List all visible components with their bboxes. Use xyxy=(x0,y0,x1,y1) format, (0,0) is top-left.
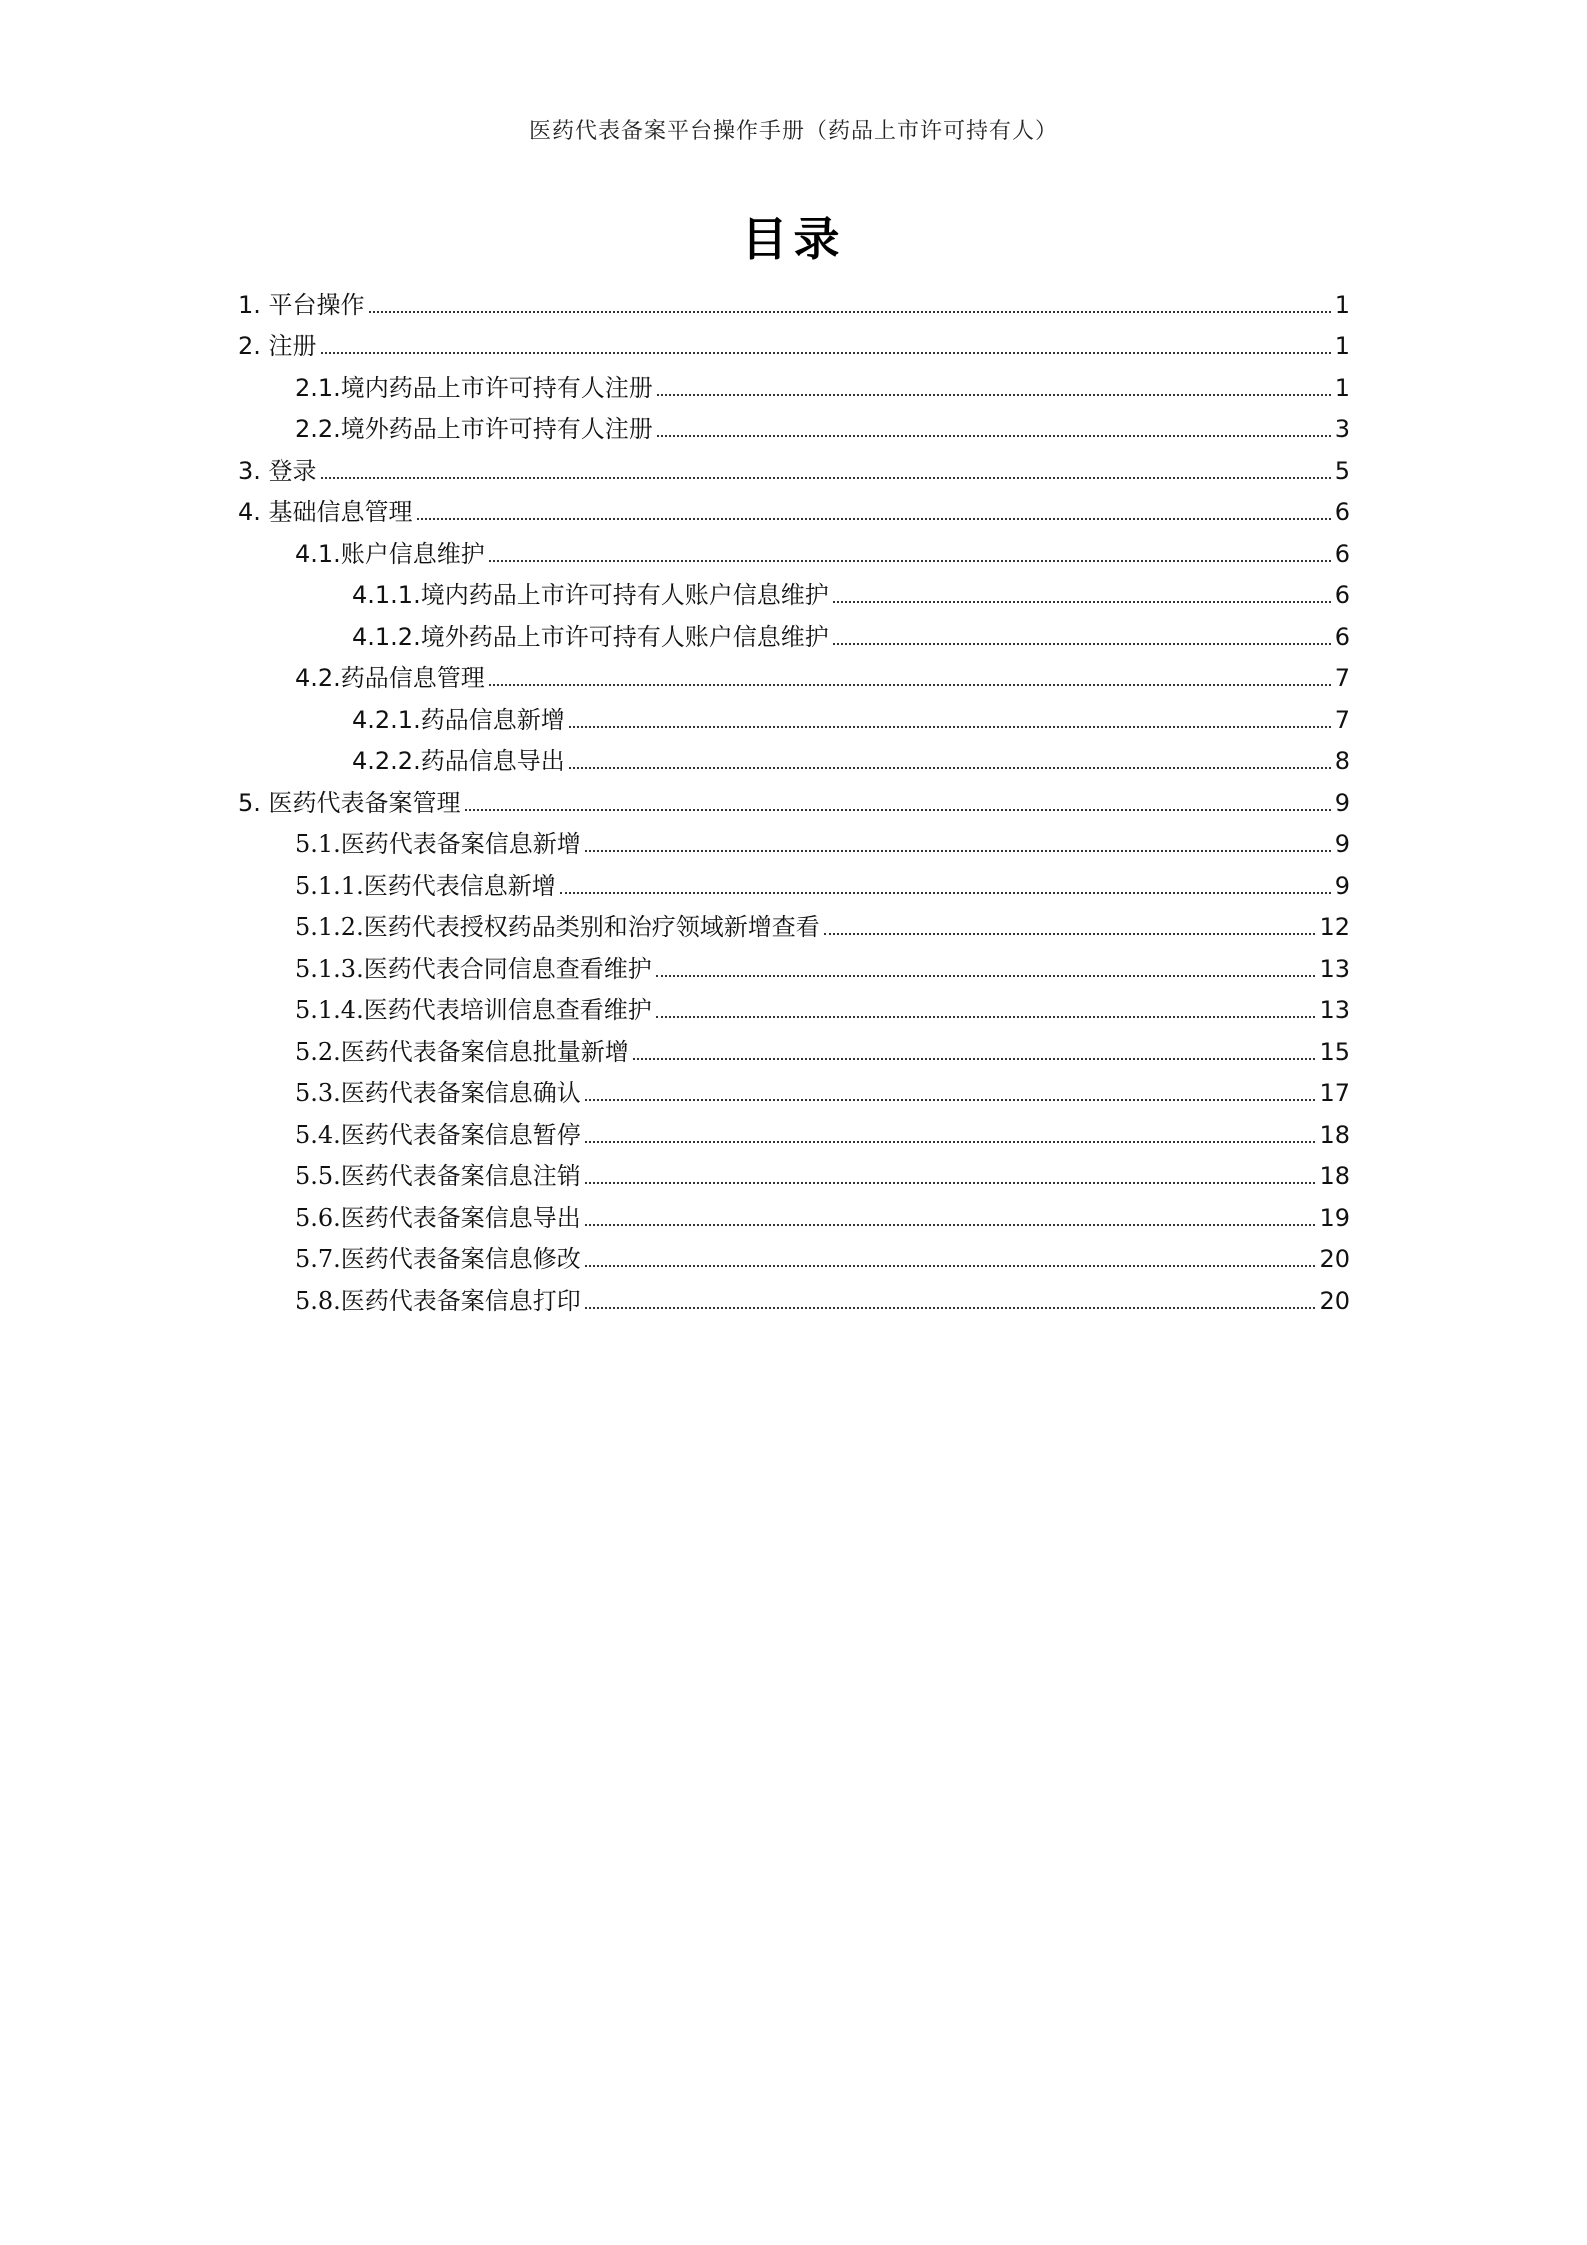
toc-entry-label: 5.1.2.医药代表授权药品类别和治疗领域新增查看 xyxy=(295,913,820,941)
page-header: 医药代表备案平台操作手册（药品上市许可持有人） xyxy=(528,119,1058,144)
toc-entry-label: 4.1.1.境内药品上市许可持有人账户信息维护 xyxy=(352,581,829,609)
toc-entry-page: 6 xyxy=(1334,540,1350,568)
dot-leader xyxy=(560,891,1331,894)
toc-entry[interactable] xyxy=(295,1151,1350,1191)
dot-leader xyxy=(657,434,1331,437)
toc-entry-label: 3. 登录 xyxy=(238,457,317,485)
toc-entry[interactable] xyxy=(238,487,1350,527)
toc-entry[interactable] xyxy=(352,695,1350,735)
dot-leader xyxy=(824,932,1316,935)
toc-entry-page: 1 xyxy=(1334,332,1350,360)
dot-leader xyxy=(569,725,1331,728)
toc-entry-page: 13 xyxy=(1319,955,1350,983)
toc-entry[interactable] xyxy=(295,529,1350,569)
toc-entry[interactable] xyxy=(295,1193,1350,1233)
toc-entry-label: 5.7.医药代表备案信息修改 xyxy=(295,1245,581,1273)
toc-entry-label: 4.1.账户信息维护 xyxy=(295,540,485,568)
dot-leader xyxy=(585,1223,1316,1226)
toc-entry[interactable] xyxy=(295,404,1350,444)
toc-entry-page: 9 xyxy=(1334,872,1350,900)
toc-entry-page: 18 xyxy=(1319,1162,1350,1190)
toc-entry-label: 5.4.医药代表备案信息暂停 xyxy=(295,1121,581,1149)
toc-entry-page: 1 xyxy=(1334,291,1350,319)
toc-entry[interactable] xyxy=(238,778,1350,818)
toc-entry-page: 15 xyxy=(1319,1038,1350,1066)
toc-entry-label: 5.1.4.医药代表培训信息查看维护 xyxy=(295,996,652,1024)
toc-entry-page: 1 xyxy=(1334,374,1350,402)
dot-leader xyxy=(657,393,1331,396)
toc-entry-label: 5.3.医药代表备案信息确认 xyxy=(295,1079,581,1107)
dot-leader xyxy=(585,1306,1316,1309)
toc-entry[interactable] xyxy=(295,985,1350,1025)
toc-entry-page: 19 xyxy=(1319,1204,1350,1232)
toc-entry[interactable] xyxy=(295,819,1350,859)
dot-leader xyxy=(489,683,1331,686)
toc-entry[interactable] xyxy=(295,1027,1350,1067)
toc-entry[interactable] xyxy=(238,321,1350,361)
toc-entry-page: 6 xyxy=(1334,498,1350,526)
toc-entry-page: 3 xyxy=(1334,415,1350,443)
toc-entry[interactable] xyxy=(295,653,1350,693)
toc-entry-label: 5.1.医药代表备案信息新增 xyxy=(295,830,581,858)
toc-entry-page: 8 xyxy=(1334,747,1350,775)
toc-entry-label: 4.2.药品信息管理 xyxy=(295,664,485,692)
dot-leader xyxy=(465,808,1331,811)
dot-leader xyxy=(569,766,1331,769)
toc-entry-page: 20 xyxy=(1319,1287,1350,1315)
toc-entry[interactable] xyxy=(352,612,1350,652)
toc-entry[interactable] xyxy=(295,861,1350,901)
toc-entry-page: 7 xyxy=(1334,706,1350,734)
dot-leader xyxy=(369,310,1331,313)
toc-entry-label: 2.2.境外药品上市许可持有人注册 xyxy=(295,415,653,443)
toc-entry-page: 13 xyxy=(1319,996,1350,1024)
dot-leader xyxy=(585,1181,1316,1184)
toc-entry[interactable] xyxy=(295,1234,1350,1274)
toc-entry-label: 5.1.1.医药代表信息新增 xyxy=(295,872,556,900)
toc-entry-page: 6 xyxy=(1334,581,1350,609)
toc-entry-label: 2.1.境内药品上市许可持有人注册 xyxy=(295,374,653,402)
toc-entry-page: 12 xyxy=(1319,913,1350,941)
toc-entry[interactable] xyxy=(295,1276,1350,1316)
toc-entry-label: 4.2.1.药品信息新增 xyxy=(352,706,565,734)
toc-entry-page: 6 xyxy=(1334,623,1350,651)
dot-leader xyxy=(833,600,1331,603)
toc-entry-label: 2. 注册 xyxy=(238,332,317,360)
toc-entry-label: 4.2.2.药品信息导出 xyxy=(352,747,565,775)
toc-entry[interactable] xyxy=(295,902,1350,942)
toc-entry-page: 5 xyxy=(1334,457,1350,485)
toc-entry[interactable] xyxy=(295,1068,1350,1108)
toc-entry-page: 20 xyxy=(1319,1245,1350,1273)
dot-leader xyxy=(585,1140,1316,1143)
toc-entry-label: 5.2.医药代表备案信息批量新增 xyxy=(295,1038,629,1066)
dot-leader xyxy=(585,1264,1316,1267)
dot-leader xyxy=(585,849,1331,852)
toc-entry[interactable] xyxy=(238,280,1350,320)
toc-entry-page: 9 xyxy=(1334,830,1350,858)
dot-leader xyxy=(656,974,1316,977)
toc-entry-label: 4. 基础信息管理 xyxy=(238,498,413,526)
dot-leader xyxy=(833,642,1331,645)
toc-entry-label: 5.6.医药代表备案信息导出 xyxy=(295,1204,581,1232)
toc-entry[interactable] xyxy=(352,736,1350,776)
toc-entry-label: 5.8.医药代表备案信息打印 xyxy=(295,1287,581,1315)
toc-entry-label: 4.1.2.境外药品上市许可持有人账户信息维护 xyxy=(352,623,829,651)
toc-entry[interactable] xyxy=(295,944,1350,984)
dot-leader xyxy=(656,1015,1316,1018)
toc-entry[interactable] xyxy=(352,570,1350,610)
toc-entry-page: 9 xyxy=(1334,789,1350,817)
toc-entry[interactable] xyxy=(295,1110,1350,1150)
dot-leader xyxy=(633,1057,1316,1060)
toc-entry-label: 5.1.3.医药代表合同信息查看维护 xyxy=(295,955,652,983)
toc-entry-label: 1. 平台操作 xyxy=(238,291,365,319)
dot-leader xyxy=(321,476,1331,479)
toc-entry-page: 17 xyxy=(1319,1079,1350,1107)
toc-entry[interactable] xyxy=(238,446,1350,486)
toc-title: 目录 xyxy=(741,212,846,266)
toc-entry[interactable] xyxy=(295,363,1350,403)
dot-leader xyxy=(489,559,1331,562)
toc-entry-page: 18 xyxy=(1319,1121,1350,1149)
toc-entry-label: 5.5.医药代表备案信息注销 xyxy=(295,1162,581,1190)
dot-leader xyxy=(417,517,1331,520)
toc-entry-page: 7 xyxy=(1334,664,1350,692)
toc-entry-label: 5. 医药代表备案管理 xyxy=(238,789,461,817)
dot-leader xyxy=(321,351,1331,354)
dot-leader xyxy=(585,1098,1316,1101)
